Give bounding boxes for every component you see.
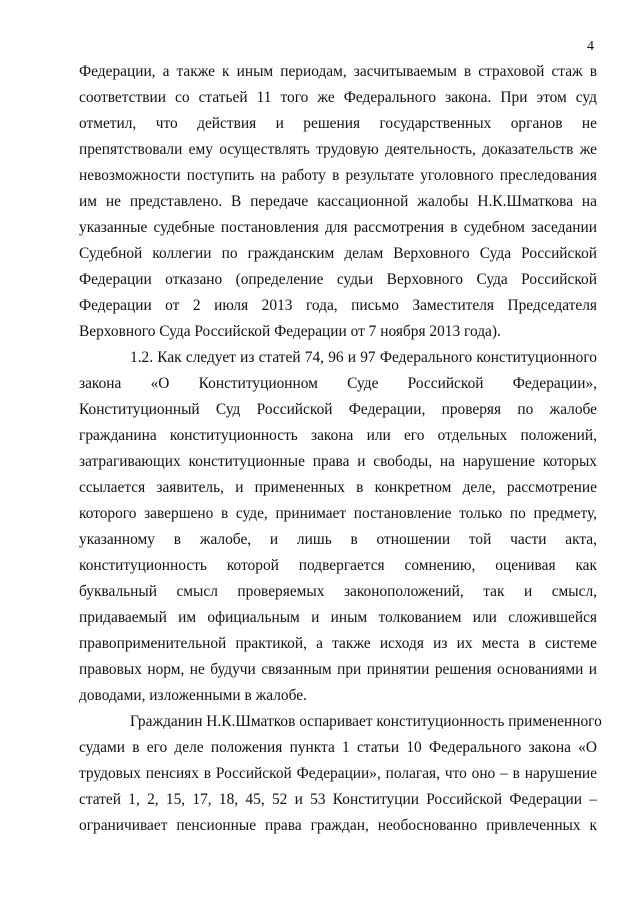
- text-line-17: ссылается заявитель, и примененных в конкретном деле, рассмотрение: [79, 479, 597, 496]
- text-line-7: указанные судебные постановления для рассмотрения в судебном заседании: [79, 219, 597, 236]
- text-line-24: правовых норм, не будучи связанным при принятии решения основаниями и: [79, 661, 597, 678]
- text-line-14: Конституционный Суд Российской Федерации, проверяя по жалобе: [79, 401, 597, 418]
- text-line-29: статей 1, 2, 15, 17, 18, 45, 52 и 53 Конституции Российской Федерации –: [79, 791, 597, 808]
- text-line-21: буквальный смысл проверяемых законоположений, так и смысл,: [79, 583, 597, 600]
- text-line-20: конституционность которой подвергается сомнению, оценивая как: [79, 557, 597, 574]
- text-line-28: трудовых пенсиях в Российской Федерации», полагая, что оно – в нарушение: [79, 765, 597, 782]
- text-line-8: Судебной коллегии по гражданским делам Верховного Суда Российской: [79, 245, 597, 262]
- text-line-26: Гражданин Н.К.Шматков оспаривает конституционность примененного: [130, 713, 602, 730]
- text-line-11: Верховного Суда Российской Федерации от 7 ноября 2013 года).: [79, 323, 501, 340]
- text-line-23: правоприменительной практикой, а также исходя из их места в системе: [79, 635, 597, 652]
- text-line-25: доводами, изложенными в жалобе.: [79, 687, 307, 704]
- text-line-3: отметил, что действия и решения государственных органов не: [79, 115, 597, 132]
- text-line-10: Федерации от 2 июля 2013 года, письмо Заместителя Председателя: [79, 297, 597, 314]
- text-line-15: гражданина конституционность закона или его отдельных положений,: [79, 427, 597, 444]
- text-line-6: им не представлено. В передаче кассационной жалобы Н.К.Шматкова на: [79, 193, 597, 210]
- text-line-1: Федерации, а также к иным периодам, засчитываемым в страховой стаж в: [79, 63, 597, 80]
- text-line-30: ограничивает пенсионные права граждан, необоснованно привлеченных к: [79, 817, 597, 834]
- text-line-22: придаваемый им официальным и иным толкованием или сложившейся: [79, 609, 597, 626]
- text-line-2: соответствии со статьей 11 того же Федерального закона. При этом суд: [79, 89, 597, 106]
- page-number: 4: [587, 39, 594, 54]
- text-line-12: 1.2. Как следует из статей 74, 96 и 97 Федерального конституционного: [130, 349, 597, 366]
- text-line-19: указанному в жалобе, и лишь в отношении той части акта,: [79, 531, 597, 548]
- text-line-18: которого завершено в суде, принимает постановление только по предмету,: [79, 505, 597, 522]
- text-line-5: невозможности поступить на работу в результате уголовного преследования: [79, 167, 597, 184]
- text-line-4: препятствовали ему осуществлять трудовую деятельность, доказательств же: [79, 141, 597, 158]
- text-line-13: закона «О Конституционном Суде Российской Федерации»,: [79, 375, 597, 392]
- text-line-9: Федерации отказано (определение судьи Верховного Суда Российской: [79, 271, 597, 288]
- text-line-16: затрагивающих конституционные права и свободы, на нарушение которых: [79, 453, 597, 470]
- text-line-27: судами в его деле положения пункта 1 статьи 10 Федерального закона «О: [79, 739, 597, 756]
